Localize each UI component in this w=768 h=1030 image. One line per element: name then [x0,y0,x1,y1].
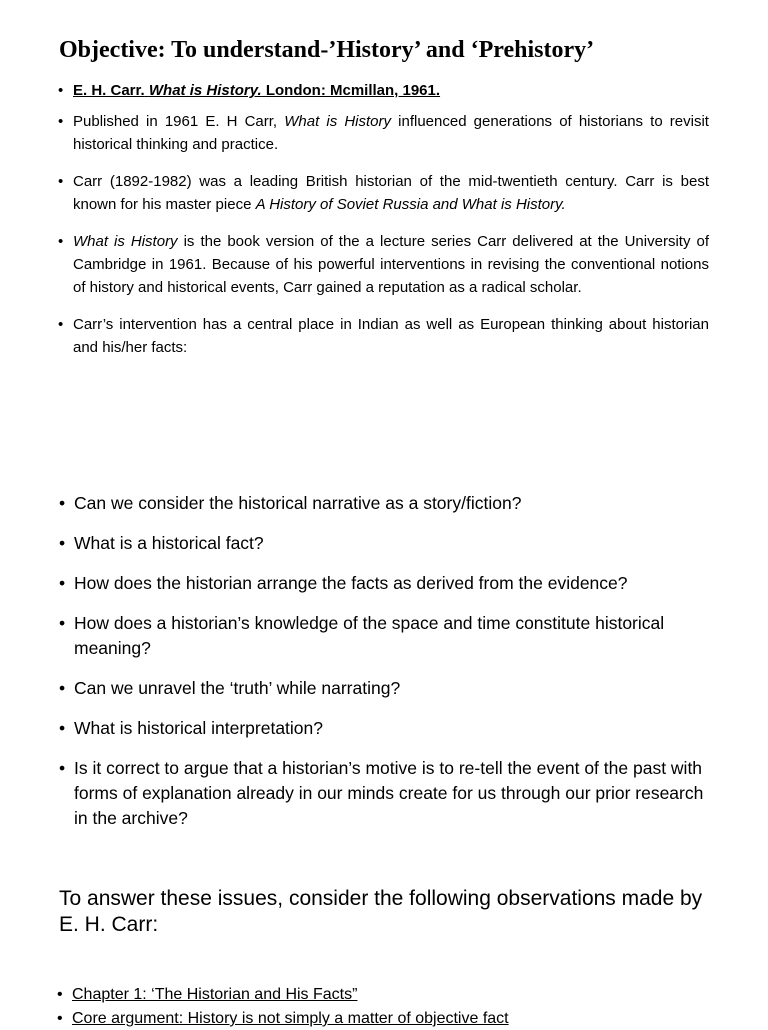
core-argument-text: Core argument: History is not simply a matter of objective fact [72,1010,509,1027]
question-item: • Can we unravel the ‘truth’ while narrating? [74,676,710,701]
reference-publisher: London: Mcmillan, 1961. [265,82,441,99]
reference-book-title: What is History. [148,82,262,99]
reference-item [73,79,709,102]
question-list [74,491,710,846]
list-item: • Carr (1892-1982) was a leading British historian of the mid-twentieth century. Carr is best known for his master piece A History of Soviet Russia and What is History. [73,170,709,216]
chapter-title: Chapter 1: ‘The Historian and His Facts” [72,986,358,1003]
question-item: • What is historical interpretation? [74,716,710,741]
question-item: • How does the historian arrange the facts as derived from the evidence? [74,571,710,596]
list-item: • What is History is the book version of the a lecture series Carr delivered at the University of Cambridge in 1961. Because of his powerful interventions in revising the conventional notions of history and historical events, Carr gained a reputation as a radical scholar. [73,230,709,299]
list-item: • Carr’s intervention has a central place in Indian as well as European thinking about historian and his/her facts: [73,313,709,359]
reference-author: E. H. Carr. [73,82,145,99]
section-heading: To answer these issues, consider the following observations made by E. H. Carr: [59,887,703,936]
chapter-item [72,983,708,1006]
page-title: Objective: To understand-’History’ and ‘Prehistory’ [59,37,595,63]
question-item: • Can we consider the historical narrative as a story/fiction? [74,491,710,516]
question-item: • Is it correct to argue that a historian’s motive is to re-tell the event of the past with forms of explanation already in our minds create for us through our prior research in the archive? [74,756,710,831]
chapter-list [72,983,708,1030]
list-item: • Published in 1961 E. H Carr, What is History influenced generations of historians to revisit historical thinking and practice. [73,110,709,156]
core-argument-item [72,1007,708,1030]
question-item: • How does a historian’s knowledge of the space and time constitute historical meaning? [74,611,710,661]
reference-citation [73,82,440,99]
intro-bullet-list [73,79,709,373]
question-item: • What is a historical fact? [74,531,710,556]
